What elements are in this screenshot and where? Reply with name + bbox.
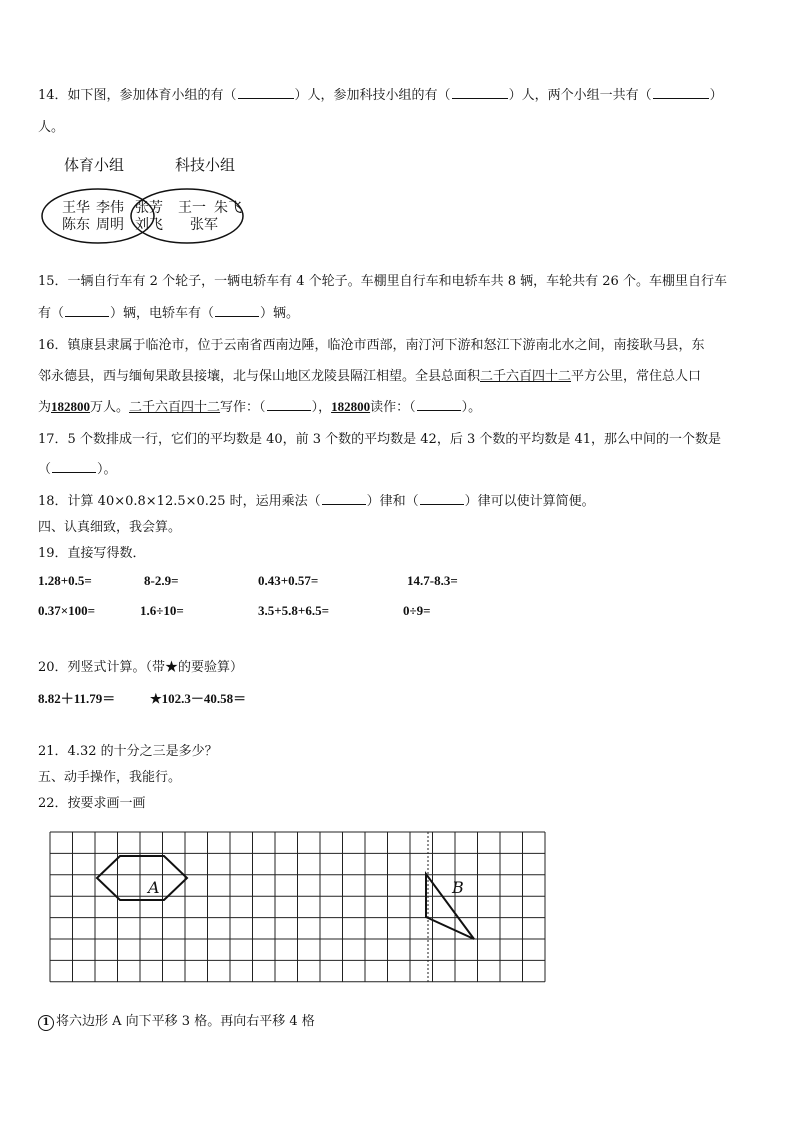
q14-text2: ）人，参加科技小组的有（ xyxy=(294,88,451,103)
q22-hexagon-a xyxy=(97,856,187,900)
q22-instruction-line xyxy=(38,1010,315,1031)
venn-right-name-1: 王一 xyxy=(178,200,206,216)
q19-item-1: 1.28+0.5= xyxy=(38,573,92,588)
q22-instruction: 将六边形 A 向下平移 3 格。再向右平移 4 格 xyxy=(56,1014,315,1029)
venn-right-name-2: 朱飞 xyxy=(214,200,242,216)
q15-blank1[interactable] xyxy=(65,304,109,317)
venn-left-name-4: 周明 xyxy=(96,217,124,233)
q16-line2 xyxy=(38,365,701,384)
q16-blank1[interactable] xyxy=(267,398,311,411)
q18-blank1[interactable] xyxy=(322,492,366,505)
q22-label-a: A xyxy=(148,878,160,897)
venn-right-title: 科技小组 xyxy=(175,156,236,174)
q22-label-b: B xyxy=(452,878,464,897)
q21-text: 21．4.32 的十分之三是多少？ xyxy=(38,744,218,759)
q22-grid-svg xyxy=(44,826,556,988)
q22-grid-lines xyxy=(50,832,545,982)
venn-middle-name-2: 刘飞 xyxy=(135,217,163,233)
q17-blank[interactable] xyxy=(52,460,96,473)
q20-title: 20．列竖式计算。（带★的要验算） xyxy=(38,660,244,675)
q16-text4: 万人。 xyxy=(90,400,130,415)
q15-text2: ）辆，电轿车有（ xyxy=(110,306,215,321)
venn-left-name-1: 王华 xyxy=(62,200,90,216)
q16-text3: 为 xyxy=(38,400,52,415)
section-4-heading: 四、认真细致，我会算。 xyxy=(38,520,182,535)
q16-area-underlined: 二千六百四十二 xyxy=(480,369,572,384)
q19-item-4: 14.7-8.3= xyxy=(407,573,458,588)
venn-right-name-3: 张军 xyxy=(190,217,218,233)
q14-text4: ） xyxy=(709,88,723,103)
venn-middle-name-1: 张芳 xyxy=(135,200,163,216)
q18-text1: 18．计算 40×0.8×12.5×0.25 时，运用乘法（ xyxy=(38,494,321,509)
q20-expr-1: 8.82＋11.79＝ xyxy=(38,691,116,706)
q14-line2 xyxy=(38,116,64,135)
q16-line3 xyxy=(38,396,481,415)
q17-line1: 17．5 个数排成一行，它们的平均数是 40，前 3 个数的平均数是 42，后 3 个数的平均数是 41，那么中间的一个数是 xyxy=(38,432,722,447)
q19-item-3: 0.43+0.57= xyxy=(258,573,319,588)
q17-text1: （ xyxy=(38,462,52,477)
q19-item-7: 3.5+5.8+6.5= xyxy=(258,603,329,618)
q15-line1: 15．一辆自行车有 2 个轮子，一辆电轿车有 4 个轮子。车棚里自行车和电轿车共 8 辆，车轮共有 26 个。车棚里自行车 xyxy=(38,274,727,289)
q16-population-underlined-2: 182800 xyxy=(331,399,371,414)
q14-text5: 人。 xyxy=(38,120,65,135)
q18-blank2[interactable] xyxy=(420,492,464,505)
q14-blank1[interactable] xyxy=(238,86,294,99)
q14-blank3[interactable] xyxy=(653,86,709,99)
q16-text2: 平方公里，常住总人口 xyxy=(571,369,702,384)
venn-diagram xyxy=(40,150,260,250)
q16-line1: 16．镇康县隶属于临沧市，位于云南省西南边陲，临沧市西部，南汀河下游和怒江下游南北水之间，南接耿马县，东 xyxy=(38,338,705,353)
q16-text7: 读作：（ xyxy=(370,400,416,415)
q22-circled-number: 1 xyxy=(38,1015,54,1031)
q19-item-5: 0.37×100= xyxy=(38,603,96,618)
q15-text3: ）辆。 xyxy=(260,306,300,321)
q15-text1: 有（ xyxy=(38,306,65,321)
q18-text2: ）律和（ xyxy=(366,494,419,509)
q16-text8: ）。 xyxy=(461,400,482,415)
q15-blank2[interactable] xyxy=(215,304,259,317)
q15-line2 xyxy=(38,302,299,321)
q16-text1: 邻永德县，西与缅甸果敢县接壤，北与保山地区龙陵县隔江相望。全县总面积 xyxy=(38,369,481,384)
q16-text6: ）， xyxy=(311,400,332,415)
q22-grid-figure xyxy=(44,826,556,988)
q18-text3: ）律可以使计算简便。 xyxy=(464,494,595,509)
q14-blank2[interactable] xyxy=(452,86,508,99)
q19-item-6: 1.6÷10= xyxy=(140,603,184,618)
q17-text2: ）。 xyxy=(97,462,117,477)
q20-expr-2: ★102.3－40.58＝ xyxy=(150,691,247,706)
q22-title: 22．按要求画一画 xyxy=(38,796,146,811)
q19-title: 19．直接写得数． xyxy=(38,546,146,561)
q16-text5: 写作：（ xyxy=(220,400,266,415)
q18-line xyxy=(38,490,595,509)
q14-text3: ）人，两个小组一共有（ xyxy=(508,88,652,103)
q22-triangle-b xyxy=(426,874,474,939)
q16-area-underlined-2: 二千六百四十二 xyxy=(129,400,221,415)
q19-item-2: 8-2.9= xyxy=(144,573,179,588)
q17-line2 xyxy=(38,458,117,477)
q14-line1 xyxy=(38,84,723,103)
q14-text1: 14．如下图，参加体育小组的有（ xyxy=(38,88,237,103)
q19-item-8: 0÷9= xyxy=(403,603,431,618)
section-5-heading: 五、动手操作，我能行。 xyxy=(38,770,182,785)
q16-blank2[interactable] xyxy=(417,398,461,411)
q16-population-underlined: 182800 xyxy=(51,399,91,414)
venn-left-name-3: 陈东 xyxy=(62,217,90,233)
venn-left-title: 体育小组 xyxy=(64,156,125,174)
venn-left-name-2: 李伟 xyxy=(96,200,124,216)
